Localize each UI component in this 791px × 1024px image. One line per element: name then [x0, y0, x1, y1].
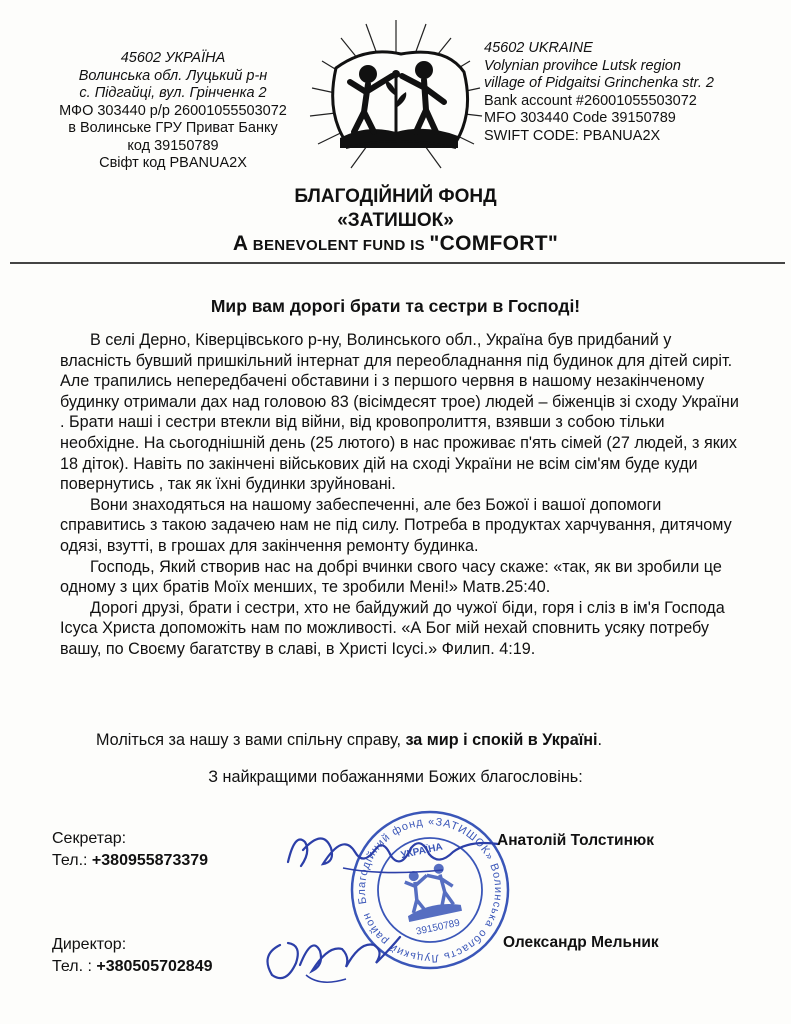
- prayer-end: .: [597, 731, 603, 749]
- fund-logo: [306, 16, 486, 176]
- address-ua-line-1: 45602 УКРАЇНА: [120, 50, 226, 66]
- letter-body: [60, 330, 740, 660]
- paragraph-3: Господь, Який створив нас на добрі вчинки свого часу скаже: «так, як ви зробили це одному з цих братів Моїх менших, те зробили Мені!» Матв.25:40.: [60, 557, 722, 597]
- address-ukrainian: [58, 50, 288, 173]
- seal-ring-text: Благодійний фонд «ЗАТИШОК» Волинська область Луцький район: [355, 815, 505, 965]
- address-ua-line-4: МФО 303440 р/р 26001055503072: [59, 102, 287, 119]
- secretary-phone-label: Тел.:: [52, 852, 92, 869]
- secretary-phone-line: [52, 850, 208, 872]
- heading-en-part-a: A: [232, 232, 249, 255]
- heading-en-part-b: BENEVOLENT FUND IS: [248, 237, 430, 254]
- paragraph-2: Вони знаходяться на нашому забеспеченні, але без Божої і вашої допомоги справитись з такою задачею нам не під силу. Потреба в продуктах харчування, дитячому одязі, взутті, в грошах для закінчення ремонту будинка.: [60, 495, 732, 555]
- greeting: Мир вам дорогі брати та сестри в Господі!: [210, 296, 581, 316]
- prayer-normal: Моліться за нашу з вами спільну справу,: [96, 731, 406, 749]
- address-ua-line-7: Свіфт код PBANUA2X: [99, 155, 247, 171]
- address-ua-line-2: Волинська обл. Луцький р-н: [78, 67, 268, 84]
- address-en-line-4: Bank account #26001055503072: [484, 92, 697, 109]
- heading-fund-title-ua: «ЗАТИШОК»: [337, 210, 454, 231]
- heading-en-part-c: "COMFORT": [429, 232, 559, 255]
- secretary-block: [52, 828, 208, 872]
- seal-code: 39150789: [415, 917, 461, 938]
- heading-fund-name-ua: БЛАГОДІЙНИЙ ФОНД: [294, 186, 497, 207]
- paragraph-4: Дорогі друзі, брати і сестри, хто не байдужий до чужої біди, горя і сліз в ім'я Господа Ісуса Христа допоможіть нам по можливості. «А Бог мій нехай сповнить усяку потребу вашу, по Своєму багатству в славі, в Христі Ісусі.» Филип. 4:19.: [60, 598, 725, 658]
- paragraph-1: В селі Дерно, Ківерцівського р-ну, Волинського обл., Україна був придбаний у власність бувший пришкільний інтернат для переобладнання під будинок для дітей сиріт. Але трапились непередбачені обставини і з першого червня в нашому незакінченому будинку отримали дах над головою 83 (вісімдесят трое) людей – біженців зі сходу України . Брати наші і сестри втекли від війни, від кровопролиття, взявши з собою тільки необхідне. На сьогоднішній день (25 лютого) в нас проживає п'ять сімей (27 людей, з яких 18 діток). Навіть по закінчені військових дій на сході України не всім сім'ям буде куди повернутись , так як їхні будинки зруйновані.: [60, 331, 739, 494]
- director-name: Олександр Мельник: [503, 934, 659, 951]
- director-block: [52, 934, 212, 978]
- address-en-line-6: SWIFT CODE: PBANUA2X: [484, 127, 661, 144]
- signature-director: [250, 915, 410, 990]
- address-en-line-5: MFO 303440 Code 39150789: [484, 110, 676, 126]
- closing-line: З найкращими побажаннями Божих благословінь:: [208, 768, 583, 786]
- signature-secretary: [283, 822, 503, 882]
- prayer-bold: за мир і спокій в Україні: [405, 731, 598, 749]
- address-english: [484, 40, 714, 145]
- address-ua-line-3: с. Підгайці, вул. Грінченка 2: [79, 85, 267, 101]
- address-en-line-1: 45602 UKRAINE: [484, 40, 593, 56]
- header-divider: [10, 262, 785, 264]
- prayer-line: [96, 731, 602, 750]
- director-phone: +380505702849: [96, 958, 213, 975]
- director-phone-label: Тел. :: [52, 958, 97, 975]
- director-phone-line: [52, 956, 212, 978]
- heading-fund-title-en: [0, 232, 791, 256]
- seal-top-text: УКРАЇНА: [399, 841, 444, 862]
- address-en-line-3: village of Pidgaitsi Grinchenka str. 2: [484, 75, 714, 91]
- address-en-line-2: Volynian provihce Lutsk region: [484, 57, 681, 74]
- director-role: Директор:: [52, 936, 127, 953]
- secretary-name: Анатолій Толстинюк: [497, 832, 654, 849]
- secretary-phone: +380955873379: [91, 852, 209, 869]
- secretary-role: Секретар:: [52, 830, 127, 847]
- address-ua-line-6: код 39150789: [127, 137, 219, 154]
- address-ua-line-5: в Волинське ГРУ Приват Банку: [68, 120, 278, 136]
